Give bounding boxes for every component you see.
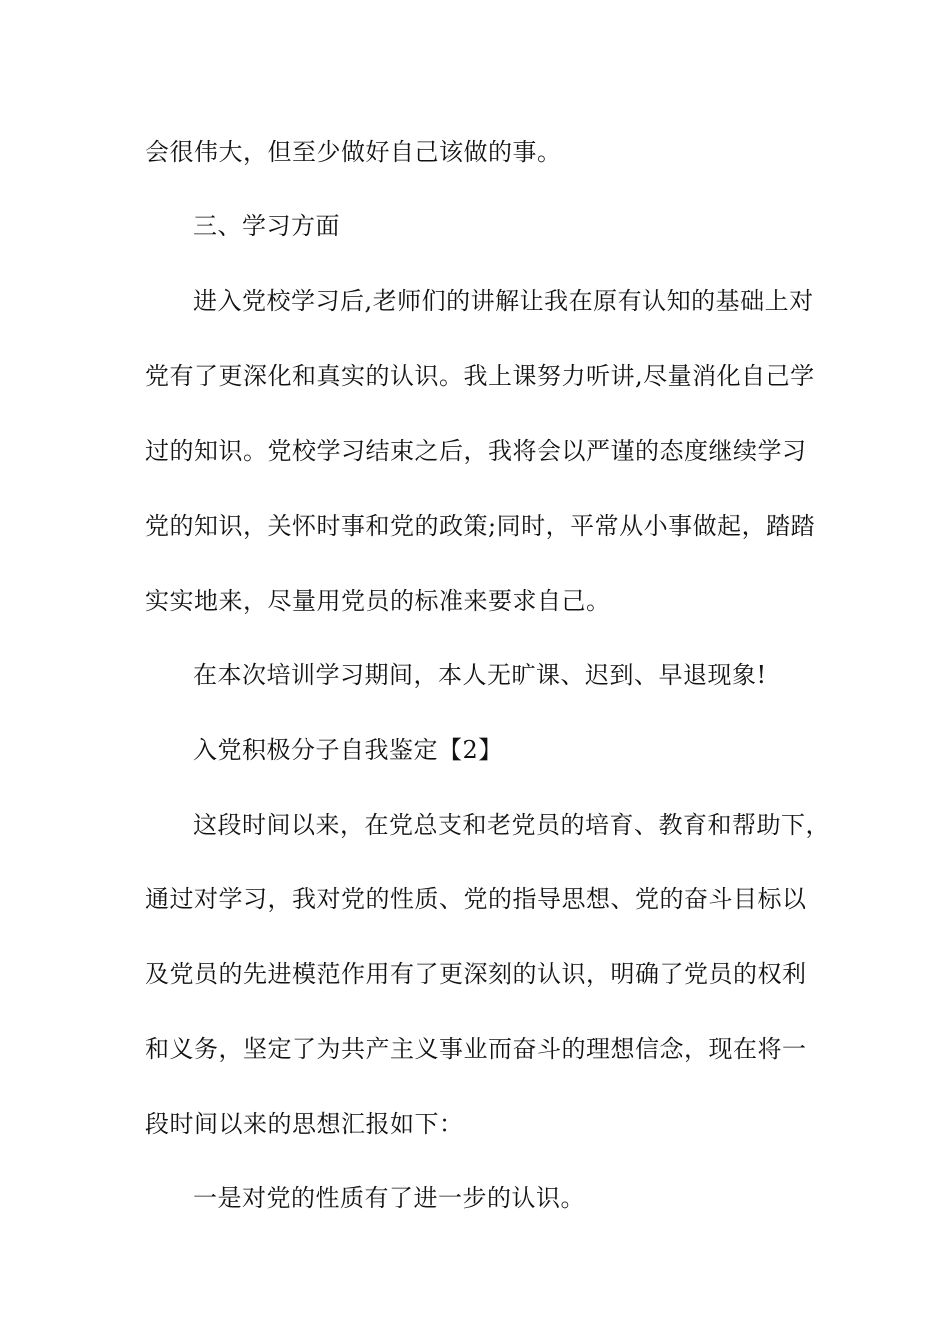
paragraph-line: 在本次培训学习期间，本人无旷课、迟到、早退现象!: [193, 661, 767, 689]
text-line: 会很伟大，但至少做好自己该做的事。: [145, 138, 562, 166]
paragraph-line: 过的知识。党校学习结束之后，我将会以严谨的态度继续学习: [145, 437, 807, 465]
paragraph-line: 段时间以来的思想汇报如下：: [145, 1110, 464, 1138]
paragraph-line: 进入党校学习后,老师们的讲解让我在原有认知的基础上对: [193, 287, 814, 315]
paragraph-line: 这段时间以来，在党总支和老党员的培育、教育和帮助下，: [193, 811, 830, 839]
paragraph-line: 实实地来，尽量用党员的标准来要求自己。: [145, 587, 611, 615]
paragraph-line: 党有了更深化和真实的认识。我上课努力听讲,尽量消化自己学: [145, 362, 815, 390]
paragraph-line: 和义务，坚定了为共产主义事业而奋斗的理想信念，现在将一: [145, 1035, 807, 1063]
paragraph-line: 通过对学习，我对党的性质、党的指导思想、党的奋斗目标以: [145, 885, 807, 913]
section-heading: 三、学习方面: [193, 212, 340, 240]
paragraph-line: 党的知识，关怀时事和党的政策;同时，平常从小事做起，踏踏: [145, 512, 816, 540]
paragraph-line: 一是对党的性质有了进一步的认识。: [193, 1184, 585, 1212]
paragraph-line: 及党员的先进模范作用有了更深刻的认识，明确了党员的权利: [145, 960, 807, 988]
section-title: 入党积极分子自我鉴定【2】: [193, 736, 503, 764]
